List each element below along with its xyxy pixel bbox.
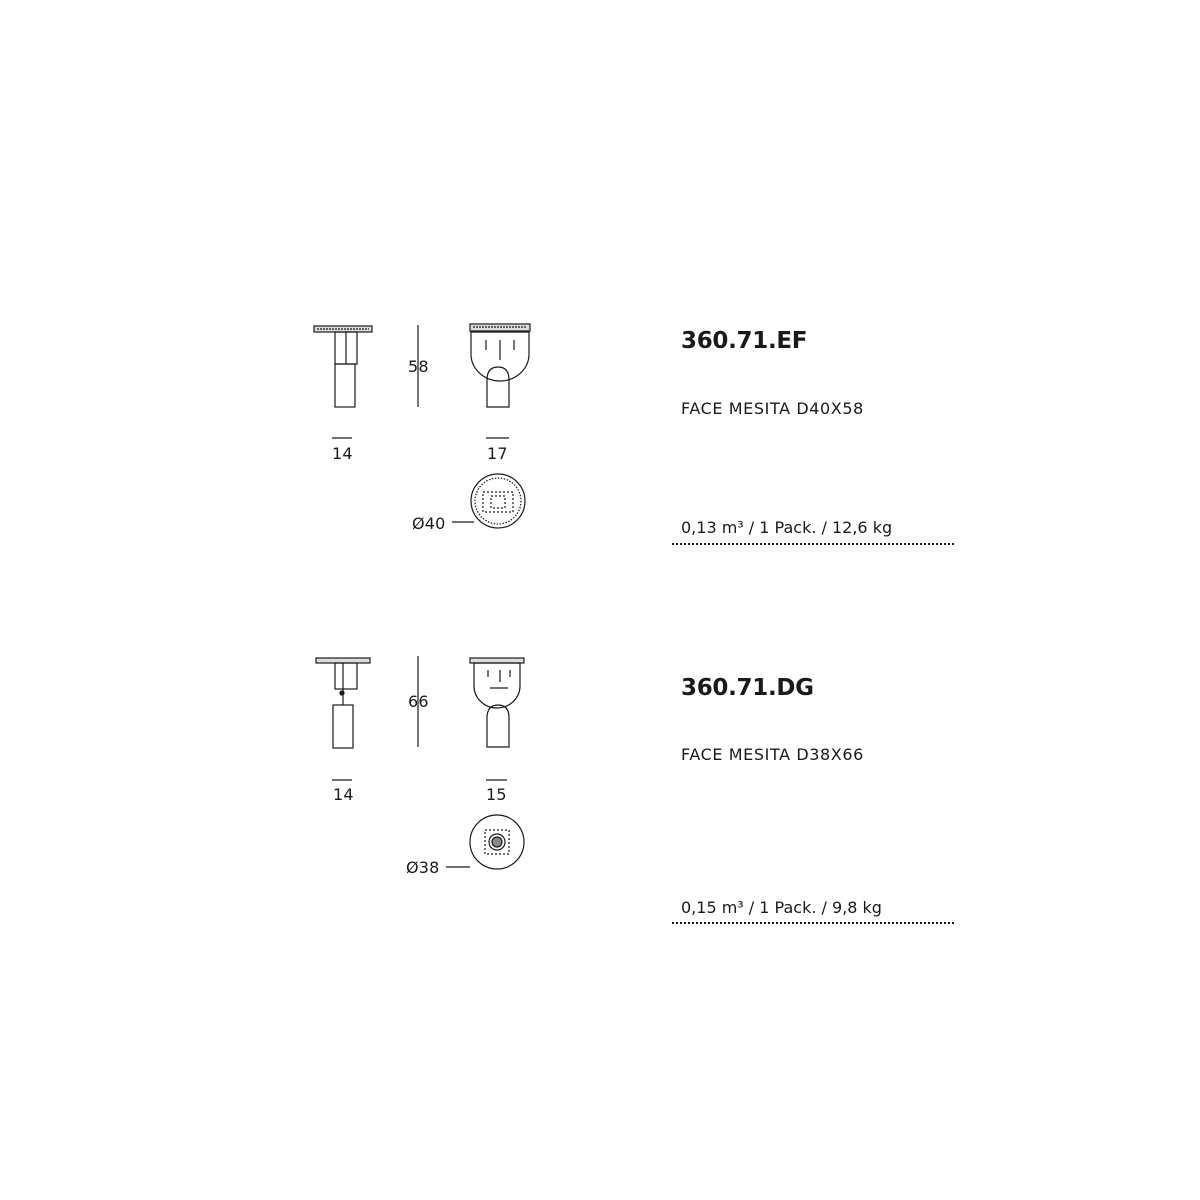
product-code: 360.71.EF: [681, 328, 808, 354]
product-name: FACE MESITA D40X58: [681, 399, 864, 418]
diameter-label: Ø40: [412, 514, 446, 533]
front-view: [470, 658, 524, 747]
product-spec: 0,15 m³ / 1 Pack. / 9,8 kg: [681, 898, 882, 917]
side-view: [316, 658, 370, 748]
side-width-label: 14: [333, 785, 354, 804]
top-view: [446, 815, 524, 869]
product-drawing-svg: [290, 310, 570, 650]
top-view: [452, 474, 525, 528]
product-sheet-360-71-ef: [0, 310, 1200, 650]
front-width-label: 17: [487, 444, 508, 463]
product-code: 360.71.DG: [681, 675, 814, 701]
product-name: FACE MESITA D38X66: [681, 745, 864, 764]
dotted-divider: [672, 922, 954, 924]
technical-drawing: [290, 310, 570, 650]
diameter-label: Ø38: [406, 858, 440, 877]
side-view: [314, 326, 372, 407]
product-sheet-360-71-dg: [0, 650, 1200, 990]
side-width-label: 14: [332, 444, 353, 463]
technical-drawing: [290, 650, 570, 990]
height-label: 66: [408, 692, 429, 711]
front-width-label: 15: [486, 785, 507, 804]
height-label: 58: [408, 357, 429, 376]
dotted-divider: [672, 543, 954, 545]
product-spec: 0,13 m³ / 1 Pack. / 12,6 kg: [681, 518, 893, 537]
product-drawing-svg: [290, 650, 570, 990]
front-view: [470, 324, 530, 407]
